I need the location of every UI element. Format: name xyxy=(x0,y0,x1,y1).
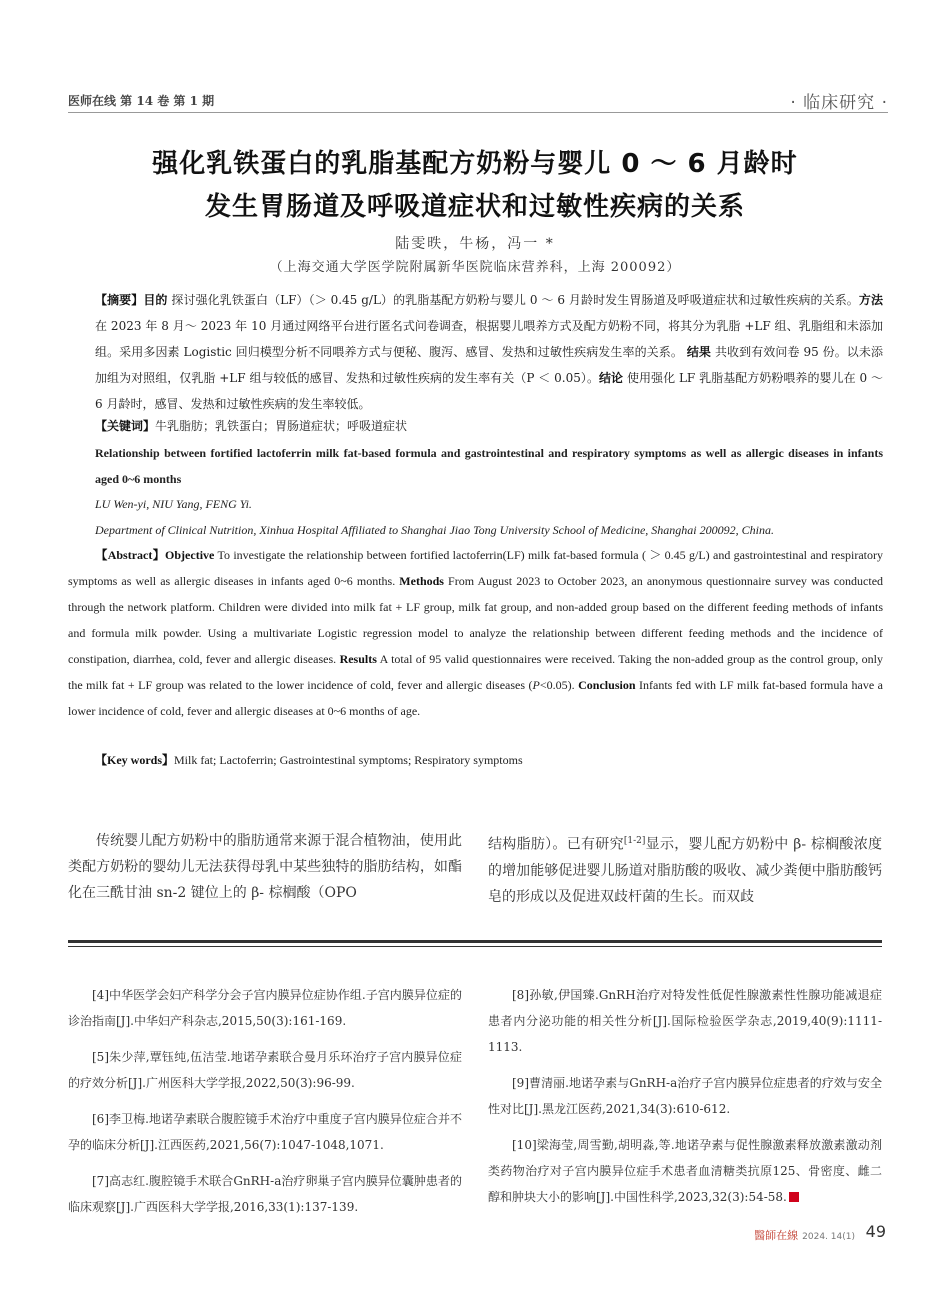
article-title-line-1: 强化乳铁蛋白的乳脂基配方奶粉与婴儿 0 ～ 6 月龄时 xyxy=(152,149,798,179)
conclusion-en-text: Infants fed with LF milk fat-based formula have a lower incidence of cold, fever and allergic diseases at 0~6 months of age. xyxy=(68,678,883,718)
reference-item-last xyxy=(488,1132,882,1210)
abstract-label: 【摘要】 xyxy=(95,293,144,307)
english-affiliation: Department of Clinical Nutrition, Xinhua Hospital Affiliated to Shanghai Jiao Tong University School of Medicine, Shanghai 200092, China. xyxy=(95,523,774,537)
objective-en-label: Objective xyxy=(165,548,215,562)
keywords-en-text: Milk fat; Lactoferrin; Gastrointestinal symptoms; Respiratory symptoms xyxy=(174,753,523,767)
reference-item: [9]曹清丽.地诺孕素与GnRH-a治疗子宫内膜异位症患者的疗效与安全性对比[J].黑龙江医药,2021,34(3):610-612. xyxy=(488,1076,882,1116)
reference-item: [8]孙敏,伊国臻.GnRH治疗对特发性低促性腺激素性性腺功能减退症患者内分泌功能的相关性分析[J].国际检验医学杂志,2019,40(9):1111-1113. xyxy=(488,988,882,1054)
header-divider xyxy=(68,112,888,113)
methods-label: 方法 xyxy=(858,293,883,307)
reference-item: [5]朱少萍,覃钰纯,伍洁莹.地诺孕素联合曼月乐环治疗子宫内膜异位症的疗效分析[J].广州医科大学学报,2022,50(3):96-99. xyxy=(68,1050,462,1090)
results-en-tail: <0.05). xyxy=(539,678,575,692)
body-right-text-cont: 显示，婴儿配方奶粉中 β- 棕榈酸浓度的增加能够促进婴儿肠道对脂肪酸的吸收、减少粪便中脂肪酸钙皂的形成以及促进双歧杆菌的生长。而双歧 xyxy=(488,836,882,905)
methods-en-label: Methods xyxy=(399,574,444,588)
reference-item: [6]李卫梅.地诺孕素联合腹腔镜手术治疗中重度子宫内膜异位症合并不孕的临床分析[J].江西医药,2021,56(7):1047-1048,1071. xyxy=(68,1112,462,1152)
body-column-right xyxy=(488,828,882,910)
page-number: 49 xyxy=(865,1222,886,1241)
conclusion-en-label: Conclusion xyxy=(578,678,636,692)
abstract-cn xyxy=(95,287,883,417)
abstract-en xyxy=(68,542,883,724)
objective-en-text: To investigate the relationship between fortified lactoferrin(LF) milk fat-based formula ( ＞ 0.45 g/L) and gastrointestinal and respiratory symptoms as well as allergic diseases in infants aged 0~6 months. xyxy=(68,548,883,588)
results-label: 结果 xyxy=(686,345,712,359)
authors: 陆雯昳，牛杨，冯一 * xyxy=(395,236,555,252)
objective-text: 探讨强化乳铁蛋白（LF）（＞ 0.45 g/L）的乳脂基配方奶粉与婴儿 0 ～ 6 月龄时发生胃肠道及呼吸道症状和过敏性疾病的关系。 xyxy=(171,293,859,307)
results-en-text: A total of 95 valid questionnaires were received. Taking the non-added group as the control group, only the milk fat + LF group was related to the lower incidence of cold, fever and allergic diseases ( xyxy=(68,652,884,692)
results-en-label: Results xyxy=(339,652,377,666)
body-column-left: 传统婴儿配方奶粉中的脂肪通常来源于混合植物油，使用此类配方奶粉的婴幼儿无法获得母乳中某些独特的脂肪结构，如酯化在三酰甘油 sn-2 键位上的 β- 棕榈酸（OPO xyxy=(68,833,462,901)
brand-logo: 醫師在線 xyxy=(754,1229,799,1242)
reference-item: [4]中华医学会妇产科学分会子宫内膜异位症协作组.子宫内膜异位症的诊治指南[J].中华妇产科杂志,2015,50(3):161-169. xyxy=(68,988,462,1028)
footer-brand xyxy=(754,1227,855,1243)
methods-en-text: From August 2023 to October 2023, an anonymous questionnaire survey was conducted through the network platform. Children were divided into milk fat + LF group, milk fat group, and non-added group based on the different feeding methods of infants and formula milk powder. Using a multivariate Logistic regression model to analyze the relationship between different feeding methods and the incidence of constipation, diarrhea, cold, fever and allergic diseases. xyxy=(68,574,884,666)
footer-issue: 2024. 14(1) xyxy=(802,1232,855,1242)
end-mark-icon xyxy=(789,1192,799,1202)
abstract-en-label: 【Abstract】 xyxy=(95,548,166,562)
keywords-cn xyxy=(95,413,883,439)
english-authors: LU Wen-yi, NIU Yang, FENG Yi. xyxy=(95,497,252,511)
section-label: · 临床研究 · xyxy=(790,93,888,113)
keywords-text: 牛乳脂肪；乳铁蛋白；胃肠道症状；呼吸道症状 xyxy=(155,419,408,433)
keywords-en-label: 【Key words】 xyxy=(95,753,174,767)
results-text: 共收到有效问卷 95 份。以未添加组为对照组，仅乳脂 +LF 组与较低的感冒、发热和过敏性疾病的发生率有关（P ＜ 0.05）。 xyxy=(95,345,883,385)
keywords-label: 【关键词】 xyxy=(95,419,156,433)
section-divider-thick xyxy=(68,940,882,943)
p-value-symbol: P xyxy=(532,678,540,692)
affiliation: （上海交通大学医学院附属新华医院临床营养科，上海 200092） xyxy=(269,260,681,275)
keywords-en xyxy=(95,747,883,773)
journal-header: 医师在线 第 14 卷 第 1 期 xyxy=(68,94,215,108)
body-right-text: 结构脂肪）。已有研究 xyxy=(488,836,624,853)
citation: [1-2] xyxy=(623,836,646,846)
objective-label: 目的 xyxy=(143,293,168,307)
reference-item: [7]高志红.腹腔镜手术联合GnRH-a治疗卵巢子宫内膜异位囊肿患者的临床观察[J].广西医科大学学报,2016,33(1):137-139. xyxy=(68,1174,462,1214)
methods-text: 在 2023 年 8 月～ 2023 年 10 月通过网络平台进行匿名式问卷调查，根据婴儿喂养方式及配方奶粉不同，将其分为乳脂 +LF 组、乳脂组和未添加组。采用多因素 Logistic 回归模型分析不同喂养方式与便秘、腹泻、感冒、发热和过敏性疾病发生率的关系。 xyxy=(95,319,883,359)
english-title: Relationship between fortified lactoferrin milk fat-based formula and gastrointestinal and respiratory symptoms as well as allergic diseases in infants aged 0~6 months xyxy=(95,446,883,486)
section-divider-thin xyxy=(68,946,882,947)
article-title-line-2: 发生胃肠道及呼吸道症状和过敏性疾病的关系 xyxy=(204,192,745,222)
reference-text: [10]梁海莹,周雪勤,胡明淼,等.地诺孕素与促性腺激素释放激素激动剂类药物治疗对子宫内膜异位症手术患者血清糖类抗原125、骨密度、雌二醇和肿块大小的影响[J].中国性科学,2023,32(3):54-58. xyxy=(488,1138,882,1204)
conclusion-text: 使用强化 LF 乳脂基配方奶粉喂养的婴儿在 0 ～ 6 月龄时，感冒、发热和过敏性疾病的发生率较低。 xyxy=(95,371,883,411)
conclusion-label: 结论 xyxy=(599,371,624,385)
references-right xyxy=(488,982,882,1220)
references-left xyxy=(68,982,462,1230)
